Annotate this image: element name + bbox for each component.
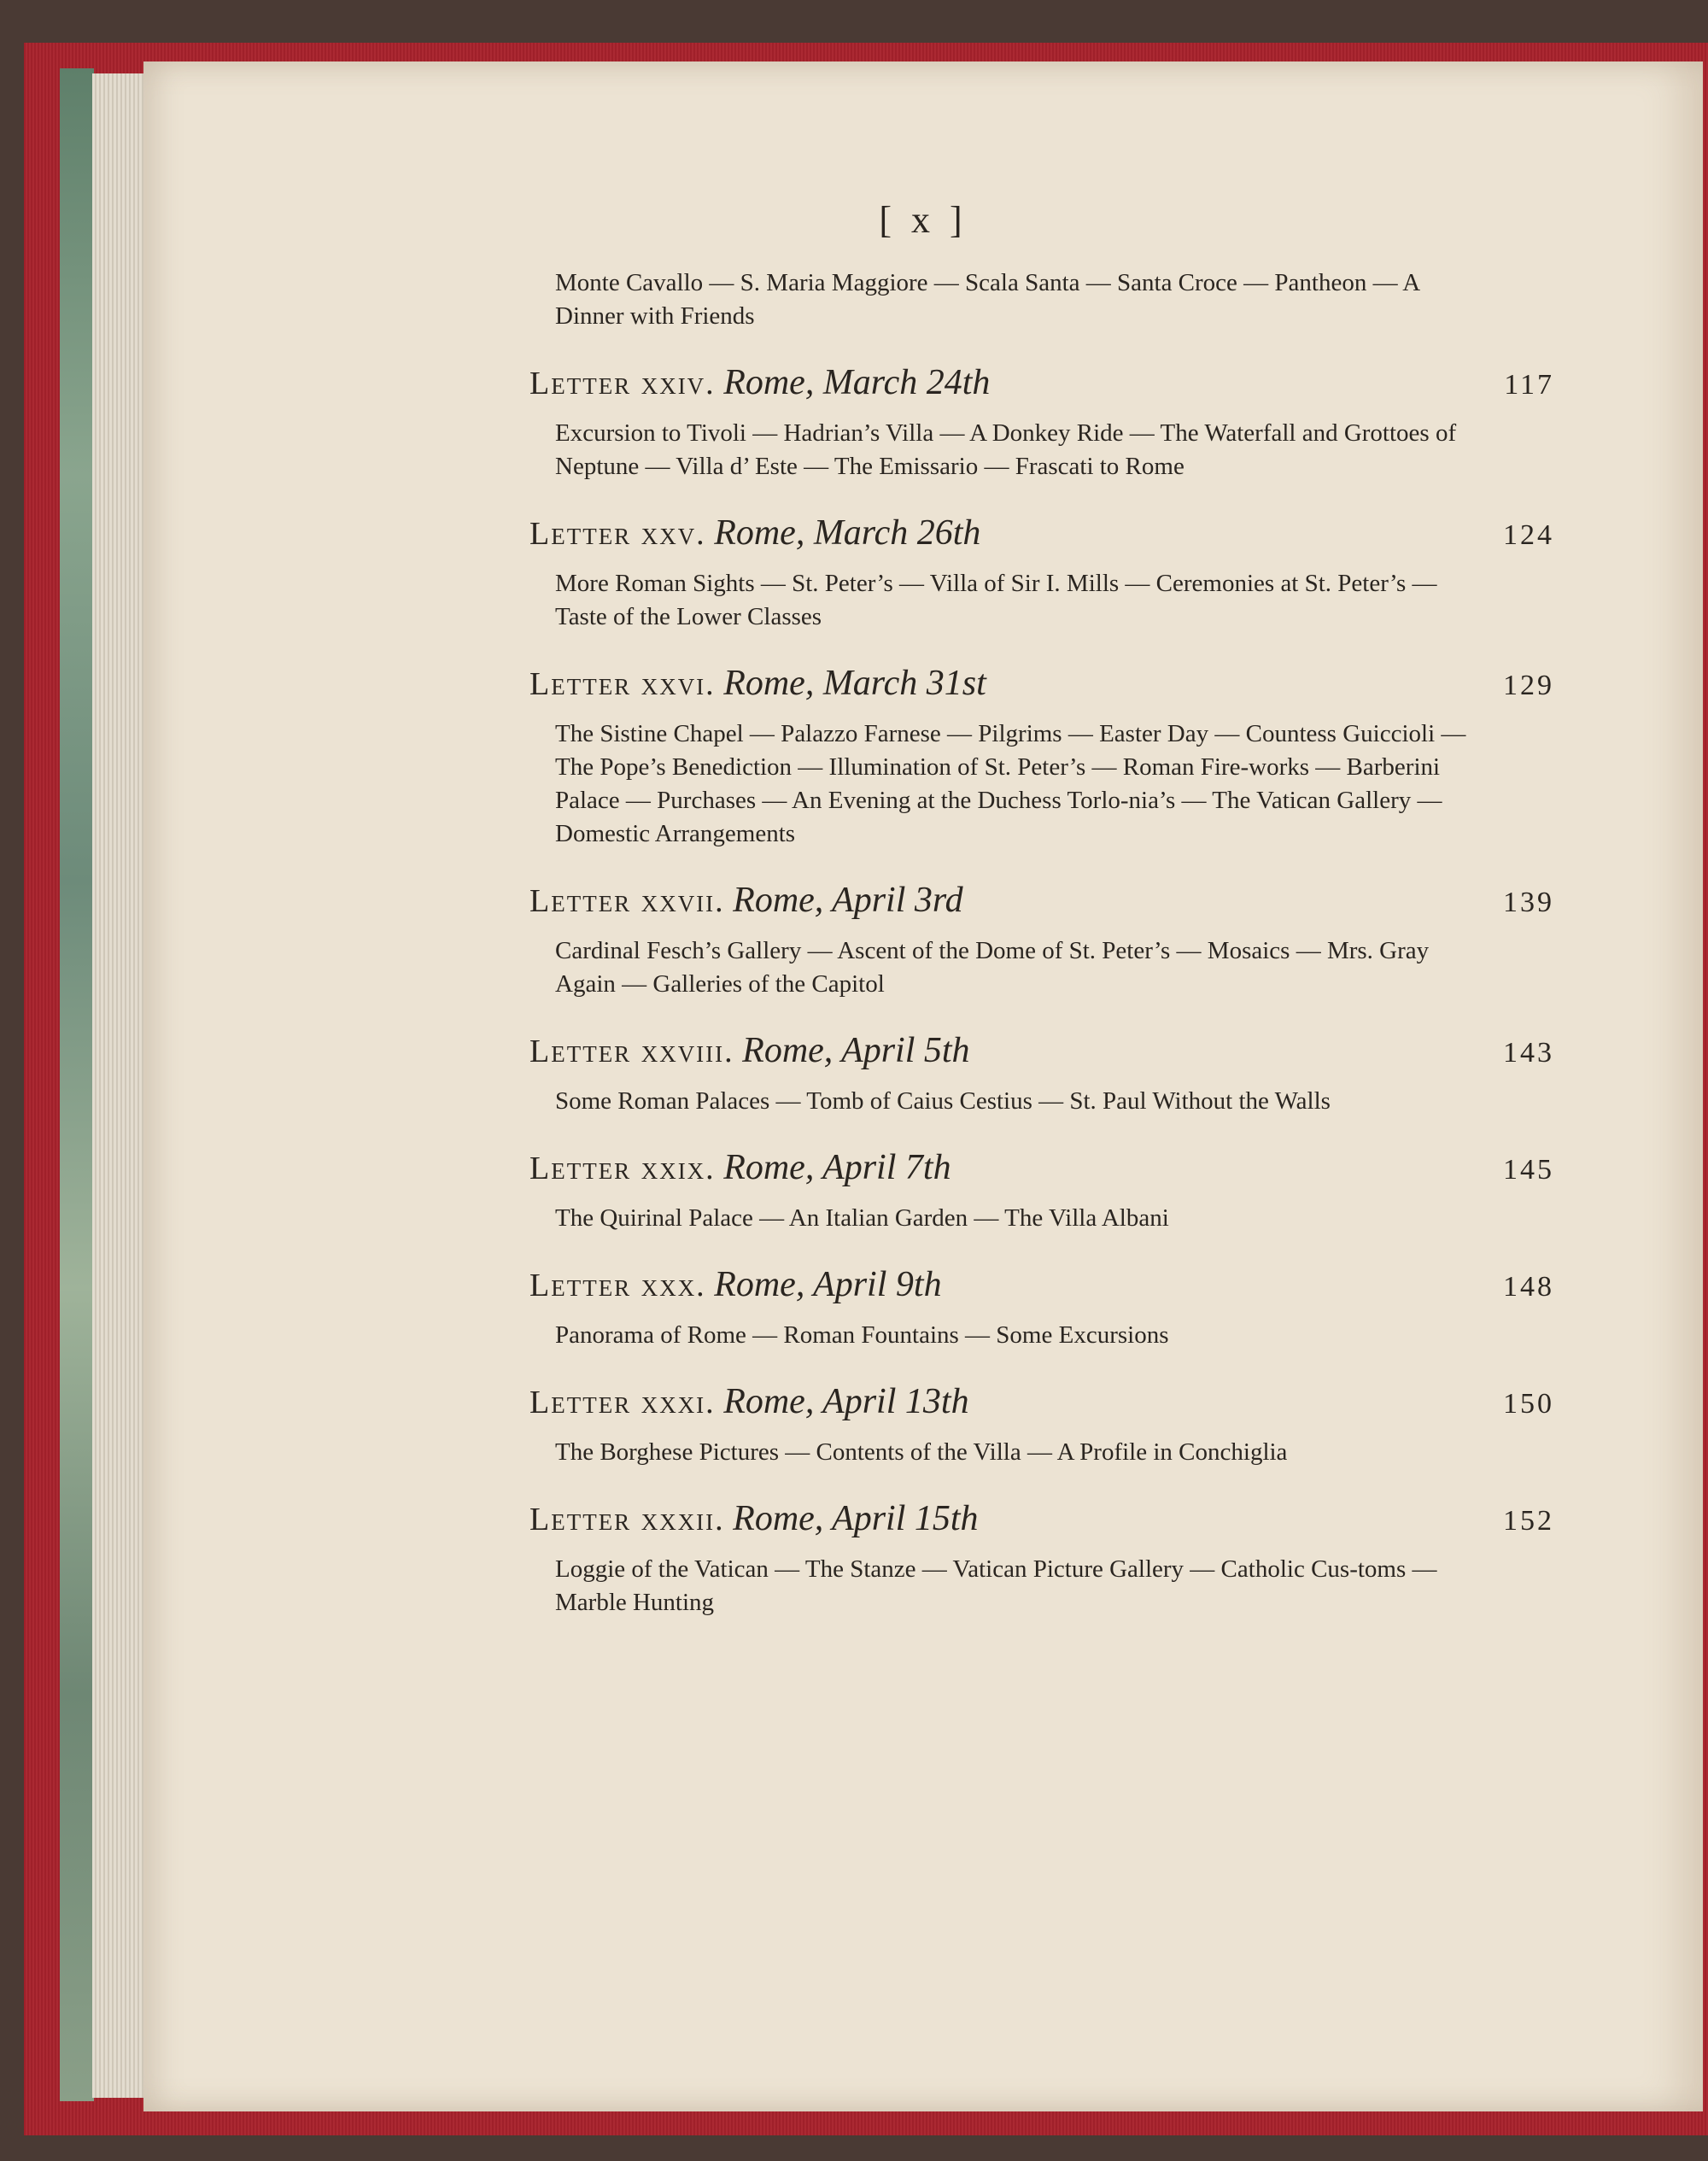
table-of-contents	[529, 266, 1682, 1619]
entry-description: Panorama of Rome — Roman Fountains — Some Excursions	[555, 1321, 1169, 1349]
toc-entry	[529, 362, 1682, 483]
entry-description: More Roman Sights — St. Peter’s — Villa of Sir I. Mills — Ceremonies at St. Peter’s — Taste of the Lower Classes	[555, 570, 1437, 630]
entry-place: Rome, April 7th	[723, 1148, 951, 1187]
entry-description: Cardinal Fesch’s Gallery — Ascent of the Dome of St. Peter’s — Mosaics — Mrs. Gray Again — Galleries of the Capitol	[555, 937, 1430, 998]
entry-description: The Quirinal Palace — An Italian Garden — The Villa Albani	[555, 1204, 1169, 1232]
entry-page-number: 139	[1503, 887, 1554, 918]
entry-description: The Sistine Chapel — Palazzo Farnese — Pilgrims — Easter Day — Countess Guiccioli — The Pope’s Benediction — Illumination of St. Peter’s — Roman Fire-works — Barberini Palace — Purchases — An Evening at the Duchess Torlo-nia’s — The Vatican Gallery — Domestic Arrangements	[555, 720, 1466, 847]
entry-description: Loggie of the Vatican — The Stanze — Vatican Picture Gallery — Catholic Cus-toms — Marble Hunting	[555, 1555, 1437, 1616]
entry-place: Rome, March 26th	[714, 513, 981, 553]
toc-entry	[529, 1381, 1682, 1469]
page-number: [ x ]	[879, 199, 968, 241]
entry-description: Excursion to Tivoli — Hadrian’s Villa — A Donkey Ride — The Waterfall and Grottoes of Neptune — Villa d’ Este — The Emissario — Frascati to Rome	[555, 419, 1457, 480]
entry-place: Rome, April 9th	[714, 1265, 942, 1304]
entry-page-number: 143	[1503, 1037, 1554, 1069]
toc-entry	[529, 1498, 1682, 1619]
continued-description: Monte Cavallo — S. Maria Maggiore — Scala Santa — Santa Croce — Pantheon — A Dinner with Friends	[555, 269, 1419, 330]
entry-page-number: 124	[1503, 519, 1554, 551]
entry-place: Rome, March 31st	[723, 664, 986, 703]
entry-letter: Letter xxiv.	[529, 366, 716, 401]
entry-page-number: 129	[1503, 670, 1554, 701]
entry-letter: Letter xxviii.	[529, 1034, 734, 1069]
entry-letter: Letter xxix.	[529, 1151, 716, 1186]
entry-page-number: 150	[1503, 1388, 1554, 1420]
marbled-endpaper	[60, 68, 94, 2101]
entry-place: Rome, April 15th	[733, 1499, 979, 1538]
entry-letter: Letter xxv.	[529, 516, 706, 552]
toc-entry	[529, 1264, 1682, 1352]
entry-place: Rome, April 5th	[742, 1031, 970, 1070]
entry-letter: Letter xxvii.	[529, 883, 725, 919]
entry-letter: Letter xxxi.	[529, 1385, 716, 1420]
book-page	[143, 61, 1703, 2111]
toc-entry	[529, 1030, 1682, 1118]
entry-description: Some Roman Palaces — Tomb of Caius Cestius — St. Paul Without the Walls	[555, 1087, 1331, 1115]
entry-place: Rome, March 24th	[723, 363, 991, 402]
entry-place: Rome, April 3rd	[733, 881, 963, 920]
toc-entry	[529, 1147, 1682, 1235]
entry-page-number: 117	[1504, 369, 1554, 401]
entry-letter: Letter xxx.	[529, 1268, 706, 1303]
entry-letter: Letter xxxii.	[529, 1502, 725, 1537]
entry-page-number: 145	[1503, 1154, 1554, 1186]
entry-letter: Letter xxvi.	[529, 666, 716, 702]
entry-description: The Borghese Pictures — Contents of the Villa — A Profile in Conchiglia	[555, 1438, 1288, 1466]
entry-page-number: 148	[1503, 1271, 1554, 1303]
toc-entry	[529, 880, 1682, 1001]
entry-page-number: 152	[1503, 1505, 1554, 1537]
toc-entry	[529, 512, 1682, 634]
page-edges	[92, 73, 145, 2098]
entry-place: Rome, April 13th	[723, 1382, 969, 1421]
toc-entry	[529, 663, 1682, 851]
